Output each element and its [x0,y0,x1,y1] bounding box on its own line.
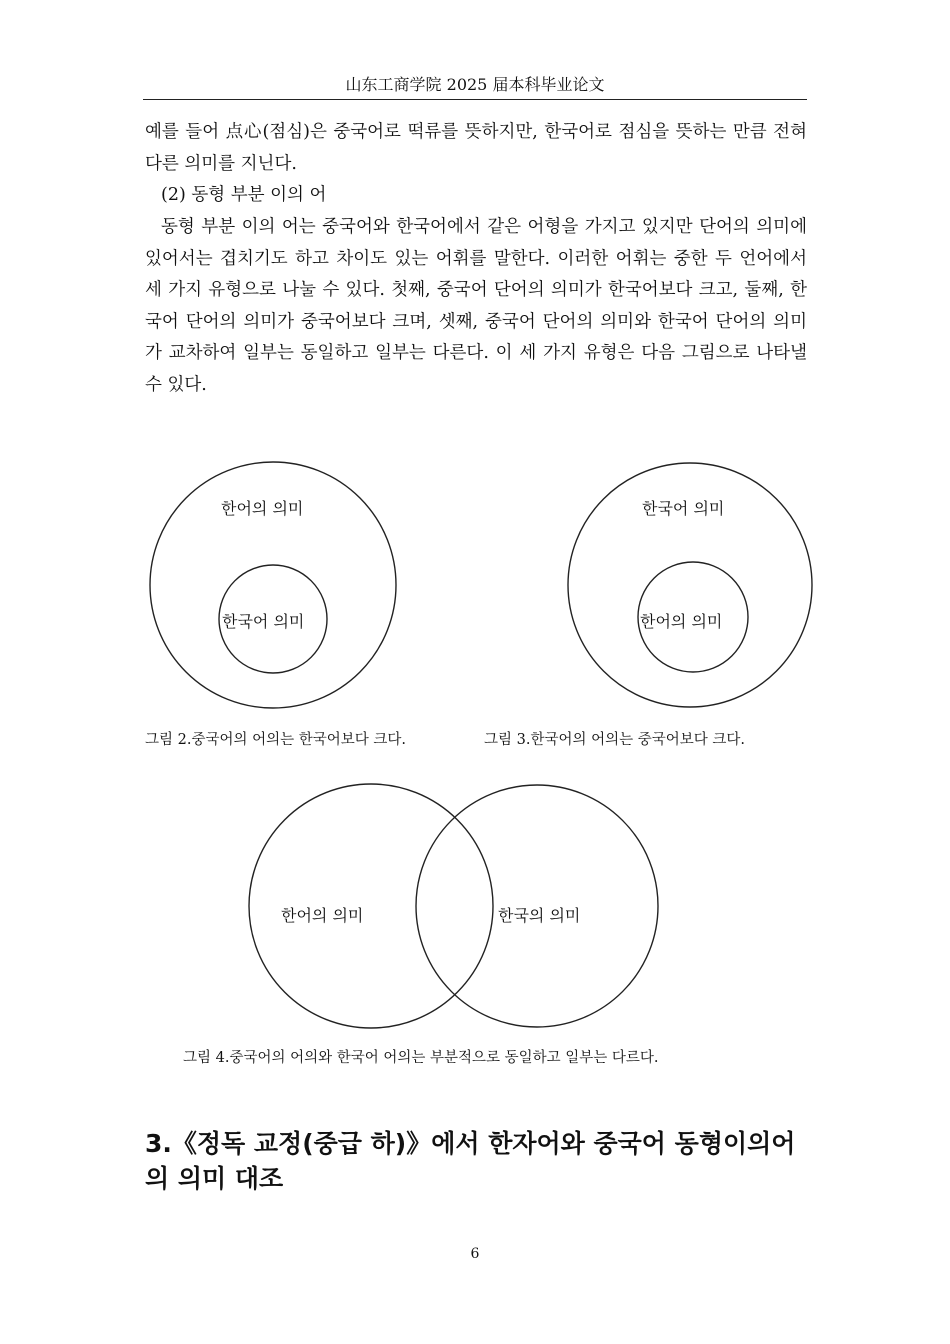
fig3-inner-label: 한어의 의미 [640,612,723,631]
body-paragraph-1: 예를 들어 点心(점심)은 중국어로 떡류를 뜻하지만, 한국어로 점심을 뜻하는 만큼 전혀 다른 의미를 지닌다. [145,122,807,174]
running-header: 山东工商学院 2025 届本科毕业论文 [345,75,605,94]
fig3-caption: 그림 3.한국어의 어의는 중국어보다 크다. [484,732,745,748]
section-heading: 3.《정독 교정(중급 하)》에서 한자어와 중국어 동형이의어의 의미 대조 [145,1129,796,1193]
page-number: 6 [470,1246,480,1262]
fig4-left-label: 한어의 의미 [281,906,364,925]
body-paragraph-2: 동형 부분 이의 어는 중국어와 한국어에서 같은 어형을 가지고 있지만 단어의 의미에 있어서는 겹치기도 하고 차이도 있는 어휘를 말한다. 이러한 어휘는 중한 두 언어에서 세 가지 유형으로 나눌 수 있다. 첫째, 중국어 단어의 의미가 한국어보다 크고, 둘째, 한국어 단어의 의미가 중국어보다 크며, 셋째, 중국어 단어의 의미와 한국어 단어의 의미가 교차하여 일부는 동일하고 일부는 다른다. 이 세 가지 유형은 다음 그림으로 나타낼 수 있다. [145,217,807,395]
fig3-outer-label: 한국어 의미 [642,499,725,518]
fig2-inner-label: 한국어 의미 [222,612,305,631]
fig2-outer-label: 한어의 의미 [221,499,304,518]
fig4-right-label: 한국의 의미 [498,906,581,925]
fig2-caption: 그림 2.중국어의 어의는 한국어보다 크다. [145,732,406,748]
fig4-caption: 그림 4.중국어의 어의와 한국어 어의는 부분적으로 동일하고 일부는 다르다. [183,1050,659,1066]
subsection-title: (2) 동형 부분 이의 어 [161,185,327,205]
